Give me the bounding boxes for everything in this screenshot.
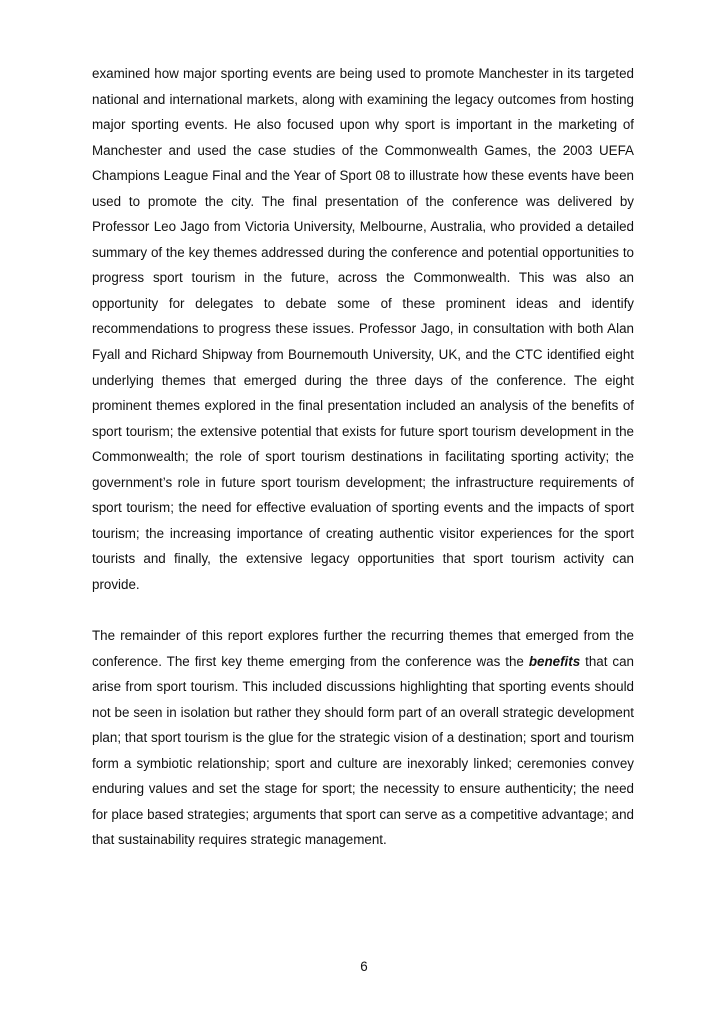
paragraph-benefits-theme bbox=[92, 623, 634, 853]
benefits-emphasis: benefits bbox=[528, 653, 581, 669]
page-number: 6 bbox=[360, 959, 368, 974]
paragraph-benefits-text-after: that can arise from sport tourism. This included discussions highlighting that sporting events should not be seen in isolation but rather they should form part of an overall strategic development plan; that sport tourism is the glue for the strategic vision of a destination; sport and tourism form a symbiotic relationship; sport and culture are inexorably linked; ceremonies convey enduring values and set the stage for sport; the necessity to ensure authenticity; the need for place based strategies; arguments that sport can serve as a competitive advantage; and that sustainability requires strategic management. bbox=[92, 653, 634, 848]
paragraph-benefits-text-before: The remainder of this report explores further the recurring themes that emerged from the conference. The first key theme emerging from the conference was the bbox=[92, 627, 634, 669]
paragraph-conference-themes: examined how major sporting events are being used to promote Manchester in its targeted national and international markets, along with examining the legacy outcomes from hosting major sporting events. He also focused upon why sport is important in the marketing of Manchester and used the case studies of the Commonwealth Games, the 2003 UEFA Champions League Final and the Year of Sport 08 to illustrate how these events have been used to promote the city. The final presentation of the conference was delivered by Professor Leo Jago from Victoria University, Melbourne, Australia, who provided a detailed summary of the key themes addressed during the conference and potential opportunities to progress sport tourism in the future, across the Commonwealth. This was also an opportunity for delegates to debate some of these prominent ideas and identify recommendations to progress these issues. Professor Jago, in consultation with both Alan Fyall and Richard Shipway from Bournemouth University, UK, and the CTC identified eight underlying themes that emerged during the three days of the conference. The eight prominent themes explored in the final presentation included an analysis of the benefits of sport tourism; the extensive potential that exists for future sport tourism development in the Commonwealth; the role of sport tourism destinations in facilitating sporting activity; the government’s role in future sport tourism development; the infrastructure requirements of sport tourism; the need for effective evaluation of sporting events and the impacts of sport tourism; the increasing importance of creating authentic visitor experiences for the sport tourists and finally, the extensive legacy opportunities that sport tourism activity can provide. bbox=[92, 66, 634, 592]
page-body bbox=[92, 61, 634, 853]
